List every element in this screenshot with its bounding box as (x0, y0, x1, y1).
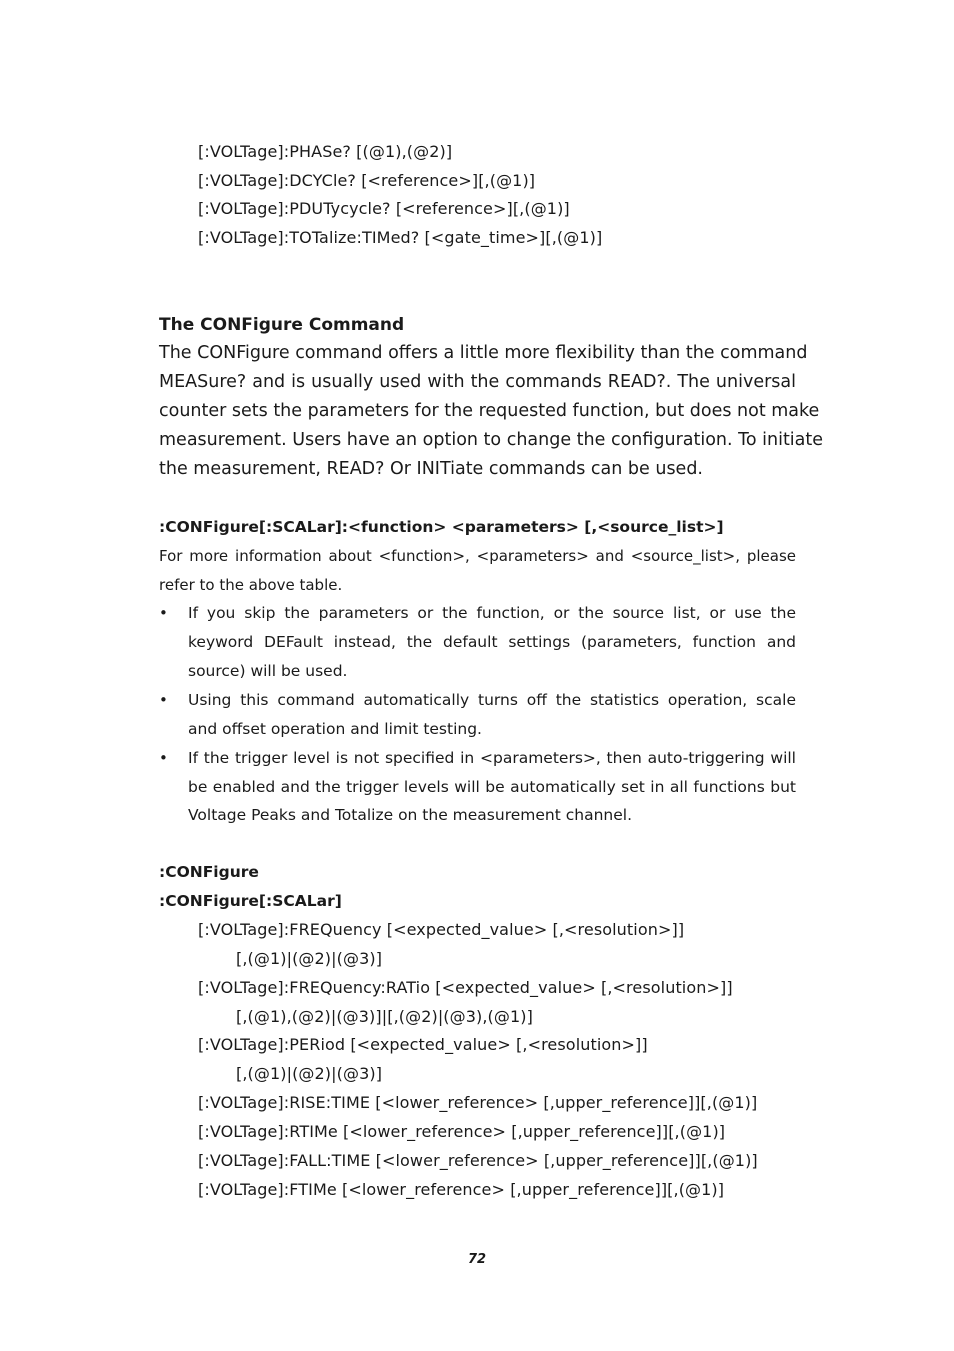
paragraph-line: MEASure? and is usually used with the commands READ?. The universal (159, 372, 796, 392)
paragraph-line: the measurement, READ? Or INITiate commands can be used. (159, 459, 703, 479)
bullet-marker: • (159, 749, 168, 767)
bullet-marker: • (159, 604, 168, 622)
page-number: 72 (467, 1252, 487, 1267)
info-line: For more information about <function>, <parameters> and <source_list>, please (159, 547, 796, 565)
syntax-heading: :CONFigure[:SCALar]:<function> <parameters> [,<source_list>] (159, 518, 724, 536)
bullet-line: Voltage Peaks and Totalize on the measurement channel. (188, 806, 632, 824)
command-line: [:VOLTage]:RISE:TIME [<lower_reference> [,upper_reference]][,(@1)] (198, 1093, 758, 1112)
command-line: [:VOLTage]:FALL:TIME [<lower_reference> [,upper_reference]][,(@1)] (198, 1151, 758, 1170)
command-line: [:VOLTage]:FREQuency:RATio [<expected_value> [,<resolution>]] (198, 978, 733, 997)
command-line: [:VOLTage]:RTIMe [<lower_reference> [,upper_reference]][,(@1)] (198, 1122, 726, 1141)
bullet-line: If the trigger level is not specified in <parameters>, then auto-triggering will (188, 749, 796, 767)
paragraph-line: counter sets the parameters for the requested function, but does not make (159, 401, 820, 421)
command-line: [:VOLTage]:FREQuency [<expected_value> [,<resolution>]] (198, 920, 685, 939)
paragraph-line: The CONFigure command offers a little more flexibility than the command (159, 343, 808, 363)
bullet-line: Using this command automatically turns off the statistics operation, scale (188, 691, 796, 709)
command-line: [:VOLTage]:PHASe? [(@1),(@2)] (198, 142, 453, 161)
bullet-line: keyword DEFault instead, the default settings (parameters, function and (188, 633, 796, 651)
bullet-marker: • (159, 691, 168, 709)
configure-heading: :CONFigure[:SCALar] (159, 892, 342, 910)
section-heading: The CONFigure Command (159, 315, 405, 335)
bullet-line: and offset operation and limit testing. (188, 720, 482, 738)
command-continuation: [,(@1)|(@2)|(@3)] (236, 1064, 383, 1083)
bullet-line: source) will be used. (188, 662, 348, 680)
bullet-line: If you skip the parameters or the function, or the source list, or use the (188, 604, 796, 622)
command-line: [:VOLTage]:PERiod [<expected_value> [,<resolution>]] (198, 1035, 648, 1054)
command-continuation: [,(@1),(@2)|(@3)]|[,(@2)|(@3),(@1)] (236, 1007, 533, 1026)
info-line: refer to the above table. (159, 576, 343, 594)
command-line: [:VOLTage]:DCYCle? [<reference>][,(@1)] (198, 171, 536, 190)
command-line: [:VOLTage]:PDUTycycle? [<reference>][,(@1)] (198, 199, 570, 218)
paragraph-line: measurement. Users have an option to change the configuration. To initiate (159, 430, 824, 450)
bullet-line: be enabled and the trigger levels will be automatically set in all functions but (188, 778, 796, 796)
command-line: [:VOLTage]:FTIMe [<lower_reference> [,upper_reference]][,(@1)] (198, 1180, 725, 1199)
configure-heading: :CONFigure (159, 863, 259, 881)
command-continuation: [,(@1)|(@2)|(@3)] (236, 949, 383, 968)
command-line: [:VOLTage]:TOTalize:TIMed? [<gate_time>][,(@1)] (198, 228, 603, 247)
